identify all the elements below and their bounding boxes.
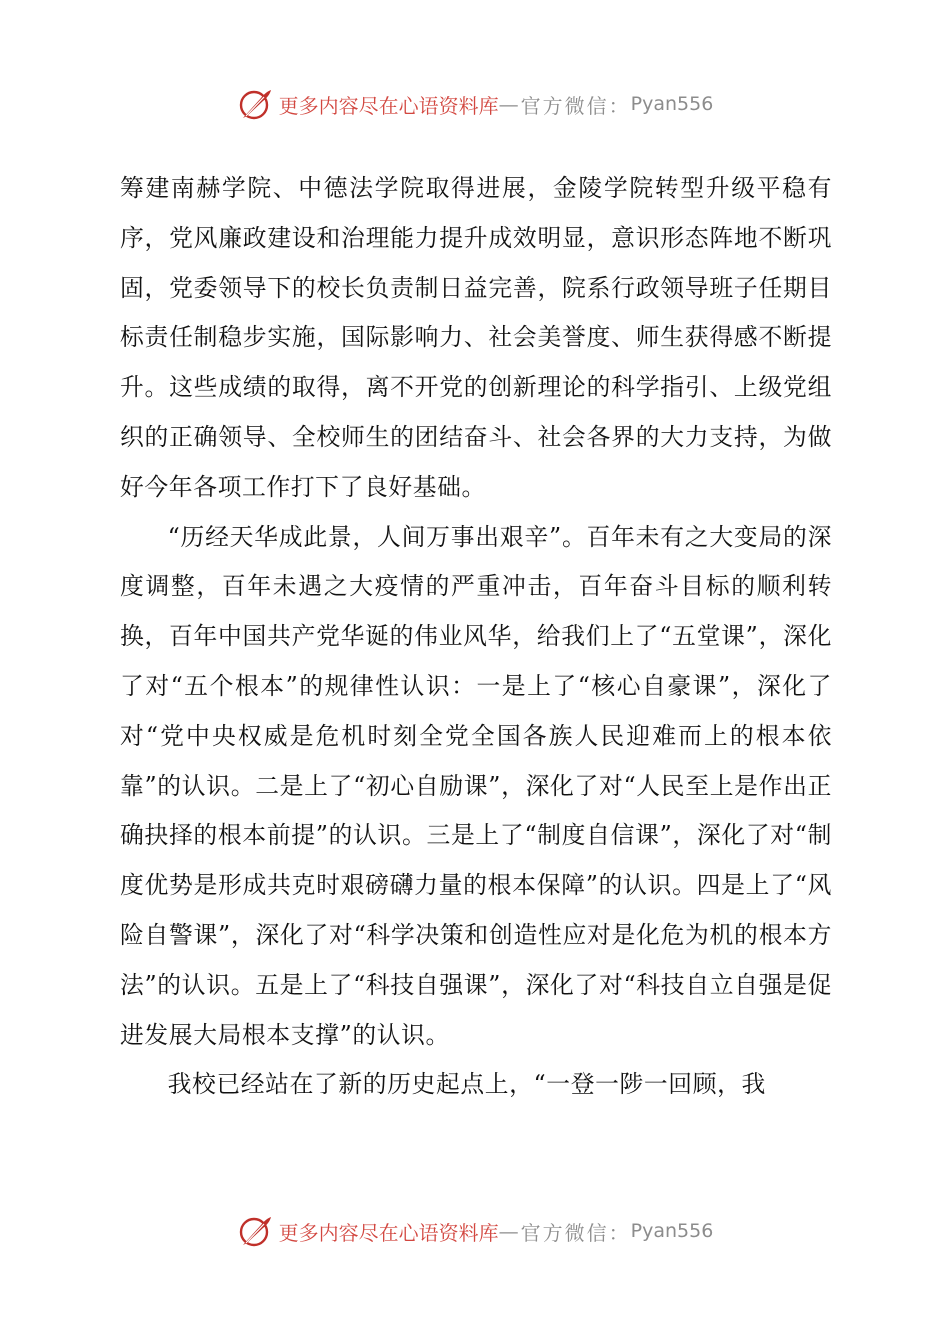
header-watermark-banner	[0, 84, 950, 124]
banner-red-text: 更多内容尽在心语资料库	[278, 93, 499, 118]
paragraph-2: “历经天华成此景，人间万事出艰辛”。百年未有之大变局的深度调整，百年未遇之大疫情的严重冲击，百年奋斗目标的顺利转换，百年中国共产党华诞的伟业风华，给我们上了“五堂课”，深化了对“五个根本”的规律性认识：一是上了“核心自豪课”，深化了对“党中央权威是危机时刻全党全国各族人民迎难而上的根本依靠”的认识。二是上了“初心自励课”，深化了对“人民至上是作出正确抉择的根本前提”的认识。三是上了“制度自信课”，深化了对“制度优势是形成共克时艰磅礴力量的根本保障”的认识。四是上了“风险自警课”，深化了对“科学决策和创造性应对是化危为机的根本方法”的认识。五是上了“科技自强课”，深化了对“科技自立自强是促进发展大局根本支撑”的认识。	[120, 522, 832, 1049]
banner-dash: —	[498, 92, 521, 116]
quill-pen-circle-icon	[237, 86, 273, 122]
quill-pen-circle-icon	[237, 1213, 273, 1249]
banner-wechat-id: Pyan556	[630, 1220, 714, 1242]
banner-dash: —	[498, 1219, 521, 1243]
banner-grey-text: 官方微信：	[520, 93, 631, 118]
paragraph-3: 我校已经站在了新的历史起点上，“一登一陟一回顾，我	[167, 1070, 766, 1099]
document-body	[120, 164, 832, 1110]
banner-wechat-id: Pyan556	[630, 93, 714, 115]
paragraph-1: 筹建南赫学院、中德法学院取得进展，金陵学院转型升级平稳有序，党风廉政建设和治理能力提升成效明显，意识形态阵地不断巩固，党委领导下的校长负责制日益完善，院系行政领导班子任期目标责任制稳步实施，国际影响力、社会美誉度、师生获得感不断提升。这些成绩的取得，离不开党的创新理论的科学指引、上级党组织的正确领导、全校师生的团结奋斗、社会各界的大力支持，为做好今年各项工作打下了良好基础。	[120, 174, 832, 501]
banner-red-text: 更多内容尽在心语资料库	[278, 1220, 499, 1245]
banner-grey-text: 官方微信：	[520, 1220, 631, 1245]
footer-watermark-banner	[0, 1211, 950, 1251]
